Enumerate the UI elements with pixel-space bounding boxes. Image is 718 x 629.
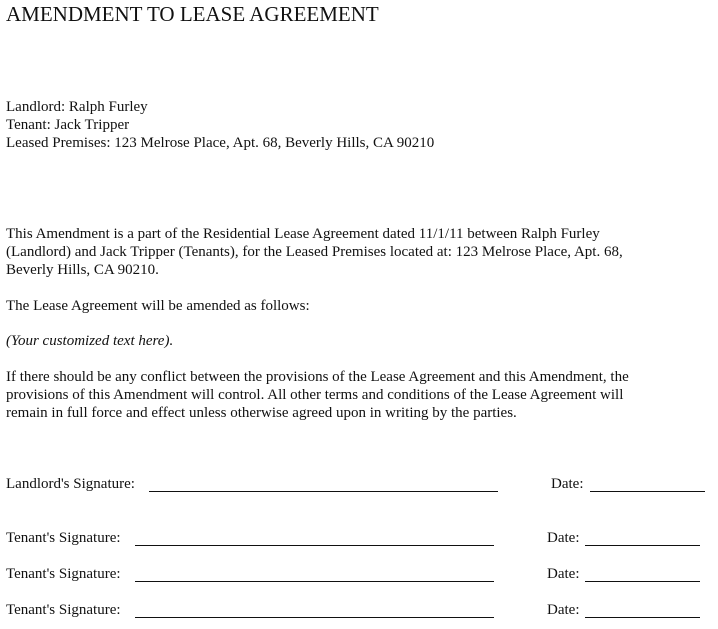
date-line[interactable] bbox=[585, 529, 700, 546]
signature-label: Landlord's Signature: bbox=[6, 476, 135, 492]
landlord-line: Landlord: Ralph Furley bbox=[6, 99, 148, 115]
date-line[interactable] bbox=[590, 475, 705, 492]
date-label: Date: bbox=[547, 602, 580, 618]
tenant-line: Tenant: Jack Tripper bbox=[6, 117, 130, 133]
document-title: AMENDMENT TO LEASE AGREEMENT bbox=[6, 2, 379, 26]
premises-line: Leased Premises: 123 Melrose Place, Apt. 68, Beverly Hills, CA 90210 bbox=[6, 135, 435, 151]
amended-as-follows: The Lease Agreement will be amended as follows: bbox=[6, 298, 310, 314]
intro-paragraph-line-3: Beverly Hills, CA 90210. bbox=[6, 262, 159, 278]
signature-label: Tenant's Signature: bbox=[6, 530, 121, 546]
conflict-paragraph-line-2: provisions of this Amendment will control. All other terms and conditions of the Lease Agreement will bbox=[6, 387, 624, 403]
signature-line[interactable] bbox=[135, 565, 494, 582]
date-label: Date: bbox=[551, 476, 584, 492]
intro-paragraph-line-2: (Landlord) and Jack Tripper (Tenants), for the Leased Premises located at: 123 Melrose Place, Apt. 68, bbox=[6, 244, 623, 260]
conflict-paragraph-line-3: remain in full force and effect unless otherwise agreed upon in writing by the parties. bbox=[6, 405, 517, 421]
date-label: Date: bbox=[547, 530, 580, 546]
date-line[interactable] bbox=[585, 601, 700, 618]
conflict-paragraph-line-1: If there should be any conflict between the provisions of the Lease Agreement and this Amendment, the bbox=[6, 369, 629, 385]
custom-text-placeholder: (Your customized text here). bbox=[6, 333, 174, 349]
date-label: Date: bbox=[547, 566, 580, 582]
date-line[interactable] bbox=[585, 565, 700, 582]
signature-line[interactable] bbox=[135, 601, 494, 618]
signature-label: Tenant's Signature: bbox=[6, 602, 121, 618]
signature-label: Tenant's Signature: bbox=[6, 566, 121, 582]
signature-line[interactable] bbox=[149, 475, 498, 492]
signature-line[interactable] bbox=[135, 529, 494, 546]
intro-paragraph-line-1: This Amendment is a part of the Residential Lease Agreement dated 11/1/11 between Ralph Furley bbox=[6, 226, 600, 242]
